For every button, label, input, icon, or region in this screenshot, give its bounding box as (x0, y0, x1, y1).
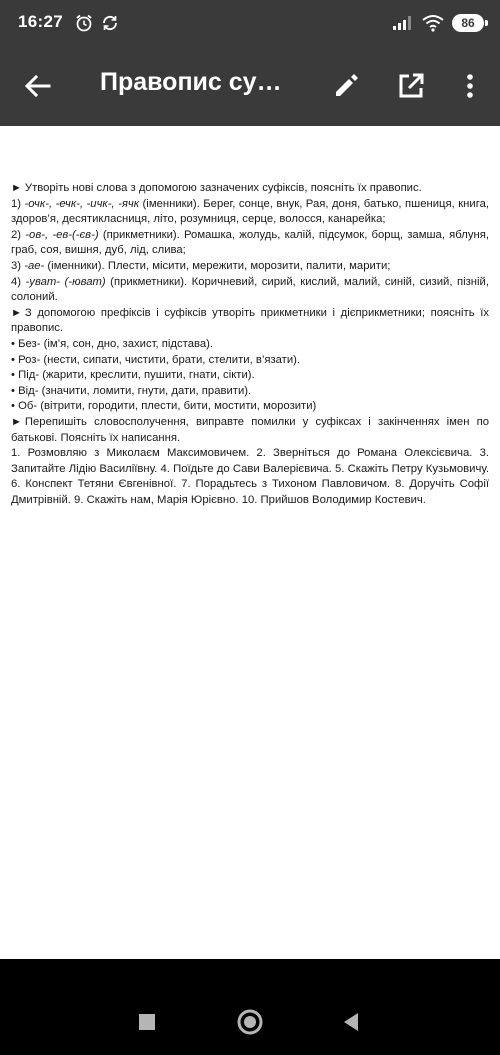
task1-heading: ► Утворіть нові слова з допомогою зазначених суфіксів, поясніть їх правопис. (11, 182, 422, 194)
task2-heading: ► З допомогою префіксів і суфіксів утворіть прикметники і дієприкметники; поясніть їх правопис. (11, 306, 489, 335)
signal-icon (392, 15, 414, 31)
back-arrow-icon[interactable] (22, 70, 54, 102)
app-toolbar (0, 46, 500, 126)
status-time: 16:27 (18, 12, 63, 31)
system-nav-bar (0, 990, 500, 1055)
recents-square-icon[interactable] (133, 1008, 161, 1036)
battery-icon: 86 (452, 14, 484, 32)
wifi-icon (422, 14, 444, 32)
triangle-bullet-icon: ► (11, 306, 22, 319)
task2-bullet: • Від- (значити, ломити, гнути, дати, правити). (11, 384, 252, 397)
triangle-bullet-icon: ► (11, 182, 22, 194)
alarm-icon (74, 13, 94, 33)
task1-item: 3) -ае- (іменники). Плести, місити, мережити, морозити, палити, марити; (11, 259, 391, 272)
task1-item: 1) -очк-, -ечк-, -ичк-, -ячк (іменники). Берег, сонце, внук, Рая, доня, батько, пшениця, книга, здоров’я, десятикласниця, літо, розумниця, серце, волосся, канарейка; (11, 197, 489, 226)
open-external-icon[interactable] (395, 70, 427, 102)
task3-text: 1. Розмовляю з Миколаєм Максимовичем. 2. Зверніться до Романа Олексієвича. 3. Запитайте Лідію Василіївну. 4. Поїдьте до Сави Валерієвича. 5. Скажіть Петру Кузьмовичу. 6. Конспект Тетяни Євгенівної. 7. Порадьтесь з Тихоном Павловичом. 8. Доручіть Софії Дмитрівній. 9. Скажіть нам, Марія Юрієвно. 10. Прийшов Володимир Костевич. (11, 447, 489, 506)
home-circle-icon[interactable] (236, 1008, 264, 1036)
task3-heading: ► Перепишіть словосполучення, виправте помилки у суфіксах і закінченнях імен по батькові. Поясніть їх написання. (11, 415, 489, 444)
document-page[interactable] (0, 126, 500, 959)
task2-bullet: • Під- (жарити, креслити, пушити, гнати, сікти). (11, 369, 255, 382)
status-bar (0, 0, 500, 46)
page-title: Правопис су… (100, 68, 282, 96)
more-vert-icon[interactable] (454, 70, 486, 102)
task2-bullet: • Роз- (нести, сипати, чистити, брати, стелити, в’язати). (11, 353, 301, 366)
back-triangle-icon[interactable] (338, 1008, 366, 1036)
task2-bullet: • Об- (вітрити, городити, плести, бити, мостити, морозити) (11, 400, 317, 413)
triangle-bullet-icon: ► (11, 415, 22, 428)
pencil-icon[interactable] (330, 70, 362, 102)
document-text (11, 181, 489, 508)
task1-item: 4) -уват- (-юват) (прикметники). Коричневий, сирий, кислий, малий, синій, сизий, пізній, солоний. (11, 275, 489, 304)
task2-bullet: • Без- (ім’я, сон, дно, захист, підстава). (11, 337, 214, 350)
task1-item: 2) -ов-, -ев-(-єв-) (прикметники). Ромашка, жолудь, калій, підсумок, борщ, замша, яблуня, граб, соя, вишня, дуб, лід, слива; (11, 228, 490, 257)
sync-icon (100, 13, 120, 33)
